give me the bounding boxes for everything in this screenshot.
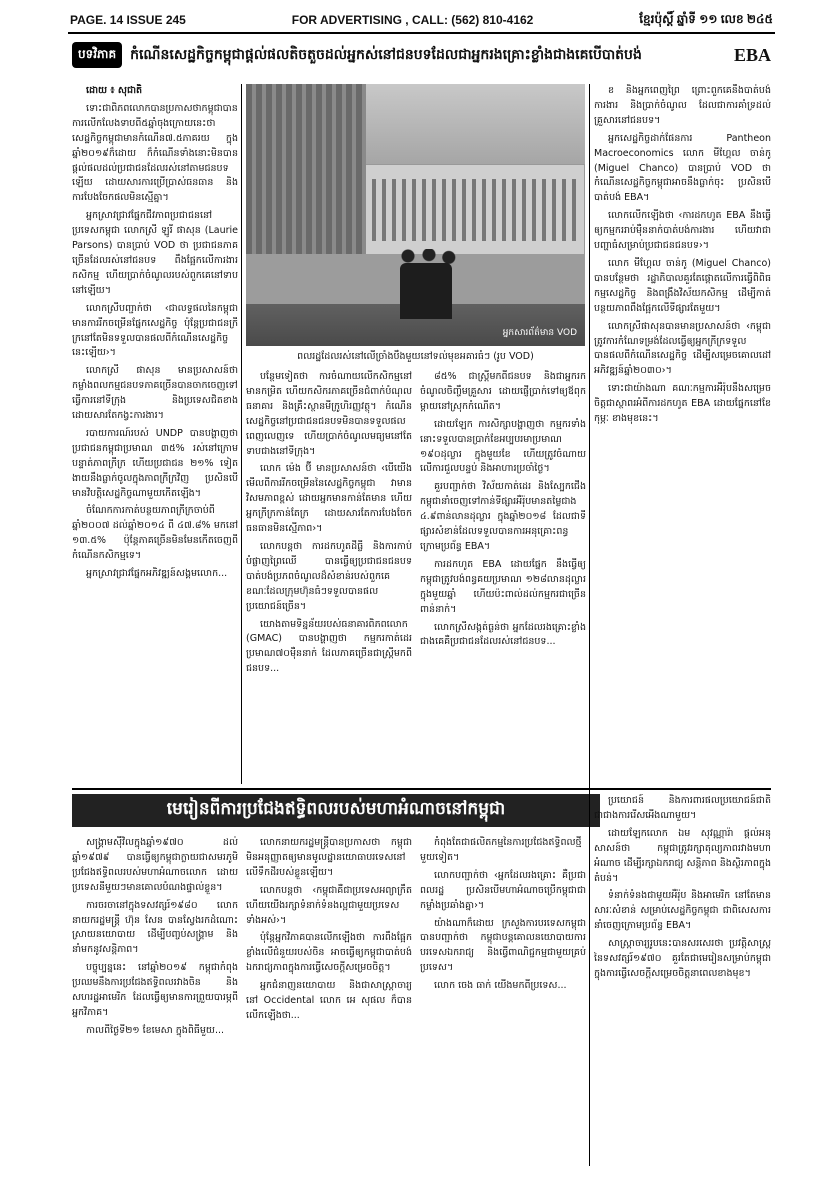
photo-credit: អ្នកសារព័ត៌មាន VOD	[502, 328, 577, 338]
paragraph: ការចរចានៅក្នុងទសវត្សរ៍១៩៨០ លោកនាយករដ្ឋមន្ត្រី ហ៊ុន សែន បានស្វែងរកដំណោះស្រាយនយោបាយ ដើម្បីបញ្ចប់សង្គ្រាម និងនាំមកនូវសន្តិភាព។	[72, 899, 238, 956]
column-rule	[241, 84, 242, 784]
paragraph: ទោះជាយ៉ាងណា គណៈកម្មការអឺរ៉ុបនឹងសម្រេចចិត្តជាស្ថាពរអំពីការដកហូត EBA ដោយផ្នែកនៅខែកុម្ភៈ ខាងមុខនេះ។	[594, 383, 771, 425]
paragraph: អ្នកស្រាវជ្រាវផ្នែកអភិវឌ្ឍន៍សង្គមលោក...	[86, 568, 228, 580]
paragraph: លោក មីហ្គែល ចាន់កូ (Miguel Chanco) បានបន្ថែមថា រដ្ឋាភិបាលគួរតែផ្តោតលើការធ្វើពិពិធកម្មសេដ្ឋកិច្ច និងពង្រឹងវិស័យកសិកម្ម ដើម្បីកាត់បន្ថយភាពពឹងផ្អែកលើទីផ្សារតែមួយ។	[594, 257, 771, 314]
paragraph: ដោយឡែក ការសិក្សាបង្ហាញថា កម្មករទាំងនោះទទួលបានប្រាក់ខែអប្បបរមាប្រមាណ ១៩០ដុល្លារ ក្នុងមួយខែ ហើយត្រូវចំណាយលើការជួលបន្ទប់ និងអាហារប្រចាំថ្ងៃ។	[420, 418, 586, 475]
section-divider	[72, 788, 771, 790]
paragraph: លោក ចេង ធាក់ យើងមកពីប្រទេស...	[434, 980, 567, 992]
header-rule	[68, 32, 775, 34]
paragraph: ចំណែកការកាត់បន្ថយភាពក្រីក្រចាប់ពីឆ្នាំ២០០៧ ដល់ឆ្នាំ២០១៤ ពី ៤៧.៨% មកនៅ ១៣.៥% ប៉ុន្តែភាគច្រើនមិនមែនកើតចេញពីកំណើនកសិកម្មទេ។	[72, 505, 238, 562]
paragraph: លោក ម៉េង ប៊ី មានប្រសាសន៍ថា ‹បើយើងមើលពីការរីកចម្រើននៃសេដ្ឋកិច្ចកម្ពុជា វាមានវិសមភាពខ្ពស់ ដោយអ្នកមានកាន់តែមាន ហើយអ្នកក្រីក្រកាន់តែក្រ ដោយសារតែការបែងចែកធនធានមិនស្មើភាព›។	[246, 463, 412, 535]
masthead-issue: ខ្មែរប៉ុស្តិ៍ ឆ្នាំទី ១១ លេខ ២៤៥	[639, 12, 773, 26]
paragraph: លោកស្រីបញ្ជាក់ថា ‹ជាលទ្ធផលនៃកម្ពុជាមានការរីកចម្រើនផ្នែកសេដ្ឋកិច្ច ប៉ុន្តែប្រជាជនក្រីក្រនៅតែមិនទទួលបានផលពីកំណើនសេដ្ឋកិច្ចនេះឡើយ›។	[72, 302, 238, 359]
paragraph: យោងតាមទិន្នន័យរបស់ធនាគារពិភពលោក (GMAC) បានបង្ហាញថា កម្មករកាត់ដេរប្រមាណ៧០ម៉ឺននាក់ ដែលភាគច្រើនជាស្ត្រីមកពីជនបទ...	[246, 618, 412, 675]
article1-column-4	[594, 84, 771, 784]
paragraph: លោកលើកឡើងថា ‹ការដកហូត EBA នឹងធ្វើឲ្យកម្មកររាប់ម៉ឺននាក់បាត់បង់ការងារ ហើយវាជាបញ្ហាធំសម្រាប់ប្រជាជនជនបទ›។	[594, 210, 771, 252]
advertising-contact: FOR ADVERTISING , CALL: (562) 810-4162	[291, 13, 534, 27]
photo-caption: ពលរដ្ឋដែលរស់នៅលើច្រាំងបឹងមួយនៅទល់មុខអគារធំៗ (រូប VOD)	[297, 351, 534, 362]
paragraph: ការដកហូត EBA ដោយផ្នែក នឹងធ្វើឲ្យកម្ពុជាត្រូវបង់ពន្ធគយប្រមាណ ១២៨លានដុល្លារ ក្នុងមួយឆ្នាំ ហើយប៉ះពាល់ដល់កម្មករជាច្រើនពាន់នាក់។	[420, 558, 586, 615]
paragraph: សង្គ្រាមស៊ីវិលក្នុងឆ្នាំ១៩៧០ ដល់ឆ្នាំ១៩៧៩ បានធ្វើឲ្យកម្ពុជាក្លាយជាសមរភូមិប្រជែងឥទ្ធិពលរបស់មហាអំណាចលោក ដោយប្រទេសនីមួយៗមានគោលបំណងផ្ទាល់ខ្លួន។	[72, 837, 238, 893]
paragraph: អ្នកស្រាវជ្រាវផ្នែកជីវភាពប្រជាជននៅប្រទេសកម្ពុជា លោកស្រី ឡូរី ផាសុន (Laurie Parsons) បានប្រាប់ VOD ថា ប្រជាជនភាគច្រើនដែលរស់នៅជនបទ ពឹងផ្អែកលើការងារកសិកម្ម ហើយប្រាក់ចំណូលរបស់ពួកគេនៅទាបនៅឡើយ។	[72, 210, 238, 296]
article1-column-2	[246, 370, 412, 784]
paragraph: ទំនាក់ទំនងជាមួយអឺរ៉ុប និងអាមេរិក នៅតែមានសារៈសំខាន់ សម្រាប់សេដ្ឋកិច្ចកម្ពុជា ជាពិសេសការនាំចេញក្រោមប្រព័ន្ធ EBA។	[594, 890, 771, 932]
paragraph: លោកស្រី ផាសុន មានប្រសាសន៍ថា កម្លាំងពលកម្មជនបទភាគច្រើនបានចាកចេញទៅធ្វើការនៅទីក្រុង និងប្រទេសជិតខាង ដោយសារតែកង្វះការងារ។	[72, 365, 238, 422]
paragraph: យ៉ាងណាក៏ដោយ ក្រសួងការបរទេសកម្ពុជាបានបញ្ជាក់ថា កម្ពុជាបន្តគោលនយោបាយការបរទេសឯករាជ្យ និងធ្វើពាណិជ្ជកម្មជាមួយគ្រប់ប្រទេស។	[420, 917, 586, 974]
article2-column-1	[72, 836, 238, 1166]
article2-column-2	[246, 836, 412, 1166]
paragraph: លោកស្រីផាសុនបានមានប្រសាសន៍ថា ‹កម្ពុជាត្រូវការកំណែទម្រង់ដែលធ្វើឲ្យអ្នកក្រីក្រទទួលបានផលពីកំណើនសេដ្ឋកិច្ច ដើម្បីសម្រេចគោលដៅអភិវឌ្ឍន៍ឆ្នាំ២០៣០›។	[594, 320, 771, 377]
paragraph: លោកនាយករដ្ឋមន្ត្រីបានប្រកាសថា កម្ពុជាមិនអនុញ្ញាតឲ្យមានមូលដ្ឋានយោធាបរទេសនៅលើទឹកដីរបស់ខ្លួនឡើយ។	[246, 837, 412, 878]
paragraph: សាស្ត្រាចារ្យរូបនេះបានសរសេរថា ប្រវត្តិសាស្ត្រនៃទសវត្សរ៍១៩៧០ គួរតែជាមេរៀនសម្រាប់កម្ពុជាក្នុងការធ្វើសេចក្តីសម្រេចចិត្តនាពេលខាងមុខ។	[594, 938, 771, 979]
paragraph: ទោះជាពិភពលោកបានប្រកាសថាកម្ពុជាបានការលើកលែងទាបពី៥ឆ្នាំចុងក្រោយនេះថាសេដ្ឋកិច្ចកម្ពុជាមានកំណើន៧.៥ភាគរយ ក្នុងឆ្នាំ២០១៩ក៏ដោយ ក៏កំណើនទាំងនោះមិនបានផ្តល់ផលដល់ប្រជាជនដែលរស់នៅតាមជនបទឡើយ ដោយសារការប្រើប្រាស់ធនធាន និងការបែងចែកផលមិនស្មើគ្នា។	[72, 102, 238, 204]
paragraph: ប្រយោជន៍ និងការពារផលប្រយោជន៍ជាតិ ជាជាងការរើសអើងណាមួយ។	[594, 795, 771, 821]
paragraph: ខ និងអ្នកពេញព្រៃ ព្រោះពួកគេនឹងបាត់បង់ការងារ និងប្រាក់ចំណូល ដែលជាការគាំទ្រដល់គ្រួសារនៅជនបទ។	[594, 85, 771, 126]
article1-column-1	[72, 84, 238, 784]
paragraph: គួរបញ្ជាក់ថា វិស័យកាត់ដេរ និងស្បែកជើងកម្ពុជានាំចេញទៅកាន់ទីផ្សារអឺរ៉ុបមានតម្លៃជាង ៤.៩ពាន់លានដុល្លារ ក្នុងឆ្នាំ២០១៨ ដែលជាទីផ្សារសំខាន់ដែលទទួលបានការអនុគ្រោះពន្ធក្រោមប្រព័ន្ធ EBA។	[420, 481, 586, 552]
column-rule	[589, 84, 590, 1166]
article-headline	[72, 40, 771, 70]
paragraph: អ្នកសេដ្ឋកិច្ចដាក់ផែនការ Pantheon Macroeconomics លោក មីហ្គែល ចាន់កូ (Miguel Chanco) បានប្រាប់ VOD ថា កំណើនសេដ្ឋកិច្ចកម្ពុជាអាចនឹងធ្លាក់ចុះ ប្រសិនបើបាត់បង់ EBA។	[594, 132, 771, 204]
paragraph: ៨៥% ជាស្ត្រីមកពីជនបទ និងជាអ្នករកចំណូលចិញ្ចឹមគ្រួសារ ដោយផ្ញើប្រាក់ទៅឲ្យឪពុកម្តាយនៅស្រុកកំណើត។	[420, 371, 586, 412]
article2-column-4	[594, 794, 771, 1166]
paragraph: លោកស្រីសង្កត់ធ្ងន់ថា អ្នកដែលរងគ្រោះខ្លាំងជាងគេគឺប្រជាជនដែលរស់នៅជនបទ...	[420, 621, 586, 648]
paragraph: កំពុងតែជាផលិតកម្មនៃការប្រជែងឥទ្ធិពលថ្មីមួយទៀត។	[420, 837, 582, 863]
headline-title: កំណើនសេដ្ឋកិច្ចកម្ពុជាផ្តល់ផលតិចតួចដល់អ្នកស់នៅជនបទដែលជាអ្នករងគ្រោះខ្លាំងជាងគេបើបាត់បង់	[130, 46, 642, 63]
paragraph: របាយការណ៍របស់ UNDP បានបង្ហាញថា ប្រជាជនកម្ពុជាប្រមាណ ៣៥% រស់នៅក្រោមបន្ទាត់ភាពក្រីក្រ ហើយប្រជាជន ២១% ទៀតងាយនឹងធ្លាក់ចូលក្នុងភាពក្រីក្រវិញ ប្រសិនបើមានវិបត្តិសេដ្ឋកិច្ចណាមួយកើតឡើង។	[72, 427, 238, 499]
article2-title: មេរៀនពីការប្រជែងឥទ្ធិពលរបស់មហាអំណាចនៅកម្ពុជា	[72, 794, 600, 827]
paragraph: បន្ថែមទៀតថា ការចំណាយលើកសិកម្មនៅមានកម្រិត ហើយកសិករភាគច្រើនជំពាក់បំណុលធនាគារ និងគ្រឹះស្ថានមីក្រូហិរញ្ញវត្ថុ។ កំណើនសេដ្ឋកិច្ចនៅប្រជាជនជនបទមិនបានទទួលផលពេញលេញទេ ហើយប្រាក់ចំណូលមធ្យមនៅតែទាបជាងនៅទីក្រុង។	[246, 371, 412, 457]
article1-column-3	[420, 370, 586, 784]
byline: ដោយ ៖ សុជាតិ	[86, 85, 143, 96]
article-photo	[246, 84, 585, 346]
photo-building	[353, 164, 585, 256]
paragraph: ប៉ុន្តែអ្នកវិភាគបានលើកឡើងថា ការពឹងផ្អែកខ្លាំងលើជំនួយរបស់ចិន អាចធ្វើឲ្យកម្ពុជាបាត់បង់ឯករាជ្យភាពក្នុងការធ្វើសេចក្តីសម្រេចចិត្ត។	[246, 932, 412, 974]
paragraph: អ្នកជំនាញនយោបាយ និងជាសាស្ត្រាចារ្យនៅ Occidental លោក អេ សុផល ក៏បានលើកឡើងថា...	[246, 980, 412, 1021]
page-header	[70, 10, 773, 30]
headline-eba: EBA	[733, 44, 771, 65]
article2-column-3	[420, 836, 586, 1166]
page-issue: PAGE. 14 ISSUE 245	[70, 13, 186, 27]
section-tag: បទវិភាគ	[72, 42, 122, 68]
paragraph: លោកបន្តថា ‹កម្ពុជាគឺជាប្រទេសអព្យាក្រឹត ហើយយើងរក្សាទំនាក់ទំនងល្អជាមួយប្រទេសទាំងអស់›។	[246, 884, 412, 926]
paragraph: កាលពីថ្ងៃទី២១ ខែមេសា ក្នុងពិធីមួយ...	[86, 1024, 225, 1036]
paragraph: ដោយឡែកលោក ឯម សុវណ្ណារ៉ា ផ្តល់អនុសាសន៍ថា កម្ពុជាត្រូវរក្សាតុល្យភាពរវាងមហាអំណាច ដើម្បីរក្សាឯករាជ្យ សន្តិភាព និងស្ថិរភាពក្នុងតំបន់។	[594, 827, 771, 884]
photo-children	[396, 249, 456, 319]
paragraph: លោកបញ្ជាក់ថា ‹អ្នកដែលរងគ្រោះ គឺប្រជាពលរដ្ឋ ប្រសិនបើមហាអំណាចប្រើកម្ពុជាជាកម្លាំងប្រឆាំងគ្នា›។	[420, 869, 586, 911]
paragraph: លោកបន្តថា ការដកហូតដីធ្លី និងការកាប់បំផ្លាញព្រៃឈើ បានធ្វើឲ្យប្រជាជនជនបទបាត់បង់ប្រភពចំណូលដ៏សំខាន់របស់ពួកគេ ខណៈដែលក្រុមហ៊ុនធំៗទទួលបានផលប្រយោជន៍ច្រើន។	[246, 540, 412, 612]
paragraph: បច្ចុប្បន្ននេះ នៅឆ្នាំ២០១៩ កម្ពុជាកំពុងប្រឈមនឹងការប្រជែងឥទ្ធិពលរវាងចិន និងសហរដ្ឋអាមេរិក ដែលធ្វើឲ្យមានការព្រួយបារម្ភពីអ្នកវិភាគ។	[72, 962, 238, 1018]
